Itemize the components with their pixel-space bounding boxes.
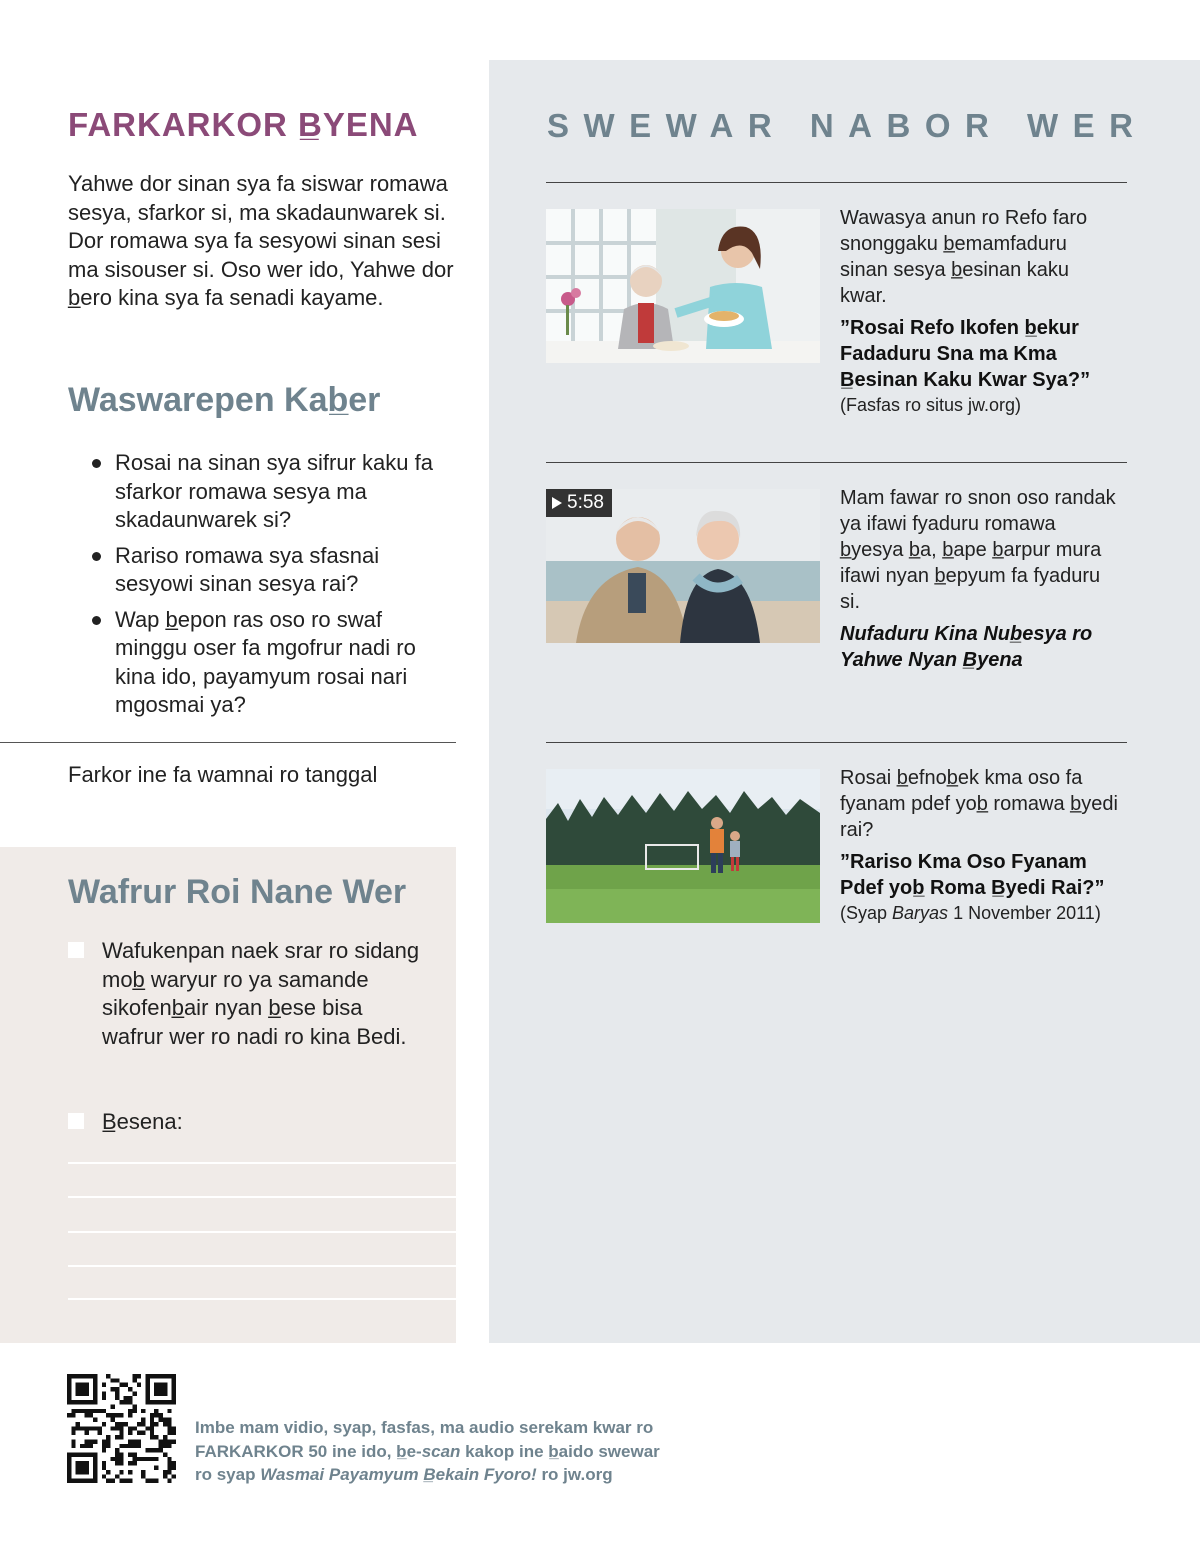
explore-item-title[interactable]: Nufaduru Kina Nub̲esya ro Yahwe Nyan B̲yena <box>840 623 1093 671</box>
write-line[interactable] <box>68 1162 456 1164</box>
review-item <box>92 606 452 720</box>
goal-box <box>0 847 456 1343</box>
footer-text-part: FARKARKOR 50 ine ido, b̲e- <box>195 1441 422 1461</box>
write-line[interactable] <box>68 1298 456 1300</box>
footer-text-part: ro syap <box>195 1465 261 1484</box>
explore-item-text <box>840 205 1120 417</box>
bullet-icon <box>92 459 101 468</box>
summary-text: Yahwe dor sinan sya fa siswar romawa sesya, sfarkor si, ma skadaunwarek si. Dor romawa sya fa sesyowi sinan sesi ma sisouser si. Oso wer ido, Yahwe dor b̲ero kina sya fa senadi kayame. <box>68 171 454 310</box>
footer-text <box>195 1416 715 1487</box>
photo-illustration <box>546 769 820 923</box>
footer-text-part: ro jw.org <box>536 1465 613 1484</box>
source-publication: Baryas <box>892 903 949 923</box>
review-item <box>92 542 452 599</box>
source-prefix: (Syap <box>840 903 893 923</box>
goal-item-text: B̲esena: <box>102 1109 183 1134</box>
explore-item-description: Rosai b̲efnob̲ek kma oso fa fyanam pdef yob̲ romawa b̲yedi rai? <box>840 767 1118 841</box>
bullet-icon <box>92 616 101 625</box>
divider <box>546 182 1127 183</box>
video-duration: 5:58 <box>567 492 604 513</box>
review-item-text: Rariso romawa sya sfasnai sesyowi sinan sesya rai? <box>115 542 380 596</box>
review-list <box>92 449 452 727</box>
checkbox-icon[interactable] <box>68 1113 84 1129</box>
explore-item-description: Wawasya anun ro Refo faro snonggaku b̲emamfaduru sinan sesya b̲esinan kaku kwar. <box>840 207 1088 307</box>
source-suffix: 1 November 2011) <box>948 903 1101 923</box>
explore-item-text <box>840 765 1120 925</box>
explore-item-source: (Fasfas ro situs jw.org) <box>840 395 1022 415</box>
divider <box>546 462 1127 463</box>
woman-serving-elderly-mother-photo[interactable] <box>546 209 820 363</box>
summary-title: FARKARKOR B̲YENA <box>68 106 419 143</box>
goal-item-other <box>68 1108 428 1137</box>
checkbox-icon[interactable] <box>68 942 84 958</box>
explore-item-title[interactable]: ”Rosai Refo Ikofen b̲ekur Fadaduru Sna ma Kma B̲esinan Kaku Kwar Sya?” <box>840 317 1091 391</box>
goal-item <box>68 937 428 1051</box>
footer-line <box>195 1440 715 1464</box>
write-line[interactable] <box>68 1231 456 1233</box>
left-divider <box>0 742 456 743</box>
explore-item-description: Mam fawar ro snon oso randak ya ifawi fyaduru romawa b̲yesya b̲a, b̲ape b̲arpur mura ifawi nyan b̲epyum fa fyaduru si. <box>840 487 1116 613</box>
explore-item-title[interactable]: ”Rariso Kma Oso Fyanam Pdef yob̲ Roma B̲yedi Rai?” <box>840 851 1105 899</box>
father-son-soccer-field-photo[interactable] <box>546 769 820 923</box>
explore-item-source <box>840 901 1120 925</box>
explore-title: SWEWAR NABOR WER <box>547 107 1148 144</box>
goal-title: Wafrur Roi Nane Wer <box>68 873 407 911</box>
footer-line: Imbe mam vidio, syap, fasfas, ma audio serekam kwar ro <box>195 1418 654 1437</box>
divider <box>546 742 1127 743</box>
explore-item-text <box>840 485 1120 673</box>
review-item-text: Wap b̲epon ras oso ro swaf minggu oser fa mgofrur nadi ro kina ido, payamyum rosai nari mgosmai ya? <box>115 606 416 717</box>
footer-publication-title[interactable]: Wasmai Payamyum B̲ekain Fyoro! <box>260 1465 537 1484</box>
elderly-couple-beach-video[interactable] <box>546 489 820 643</box>
footer-text-part: kakop ine b̲aido swewar <box>460 1441 660 1461</box>
video-duration-badge <box>546 489 612 517</box>
explore-panel <box>489 60 1200 1343</box>
write-line[interactable] <box>68 1196 456 1198</box>
notes-label: Farkor ine fa wamnai ro tanggal <box>68 762 378 787</box>
footer-text-italic: scan <box>421 1441 461 1461</box>
review-title: Waswarepen Kab̲er <box>68 381 381 419</box>
write-line[interactable] <box>68 1265 456 1267</box>
review-item <box>92 449 452 535</box>
bullet-icon <box>92 552 101 561</box>
qr-code-icon[interactable] <box>67 1374 176 1483</box>
play-icon <box>552 497 562 509</box>
review-item-text: Rosai na sinan sya sifrur kaku fa sfarkor romawa sesya ma skadaunwarek si? <box>115 450 433 532</box>
footer-line <box>195 1463 715 1487</box>
photo-illustration <box>546 209 820 363</box>
goal-item-text: Wafukenpan naek srar ro sidang mob̲ waryur ro ya samande sikofenb̲air nyan b̲ese bisa wafrur wer ro nadi ro kina Bedi. <box>102 938 420 1049</box>
